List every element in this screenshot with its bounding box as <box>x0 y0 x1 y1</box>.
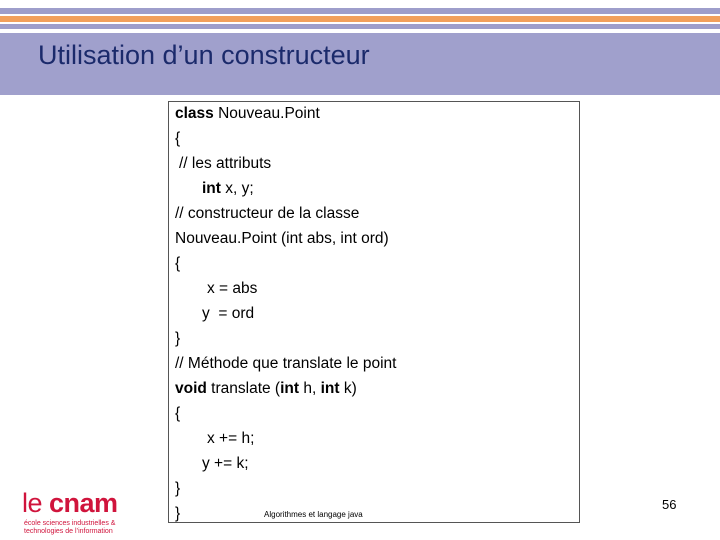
keyword: void <box>175 380 207 397</box>
code-text: Nouveau.Point <box>213 105 320 122</box>
keyword: int <box>280 380 300 397</box>
logo-wordmark <box>22 488 118 518</box>
code-line: x = abs <box>207 280 258 297</box>
code-line: { <box>175 130 181 147</box>
keyword: int <box>320 380 340 397</box>
code-line: y += k; <box>202 455 249 472</box>
logo-le: le <box>22 488 43 518</box>
code-line: Nouveau.Point (int abs, int ord) <box>175 230 389 247</box>
code-line <box>202 180 254 198</box>
logo-cnam: cnam <box>49 488 118 518</box>
code-box <box>168 101 580 523</box>
keyword: class <box>175 105 214 122</box>
code-line <box>175 105 320 123</box>
code-text: k) <box>339 380 357 397</box>
code-line: y = ord <box>202 305 255 322</box>
footer-text: Algorithmes et langage java <box>264 510 363 519</box>
header-stripe-bottom <box>0 24 720 29</box>
slide-title: Utilisation d’un constructeur <box>38 40 370 70</box>
code-line: // constructeur de la classe <box>175 205 360 222</box>
logo-tagline-1: école sciences industrielles & <box>24 520 116 527</box>
header-stripe-accent <box>0 16 720 22</box>
code-text: h, <box>299 380 321 397</box>
code-line: // les attributs <box>179 155 272 172</box>
code-line: { <box>175 255 181 272</box>
keyword: int <box>202 180 221 197</box>
code-line: x += h; <box>207 430 255 447</box>
code-line: } <box>175 505 181 522</box>
code-line: // Méthode que translate le point <box>175 355 397 372</box>
code-line <box>175 380 357 398</box>
code-line: } <box>175 330 181 347</box>
code-text: translate ( <box>206 380 281 397</box>
code-line: { <box>175 405 181 422</box>
header-stripe-top <box>0 8 720 14</box>
code-line: } <box>175 480 181 497</box>
page-number: 56 <box>662 497 677 512</box>
cnam-logo <box>22 488 132 537</box>
logo-tagline-2: technologies de l’information <box>24 528 113 535</box>
code-text: x, y; <box>220 180 254 197</box>
